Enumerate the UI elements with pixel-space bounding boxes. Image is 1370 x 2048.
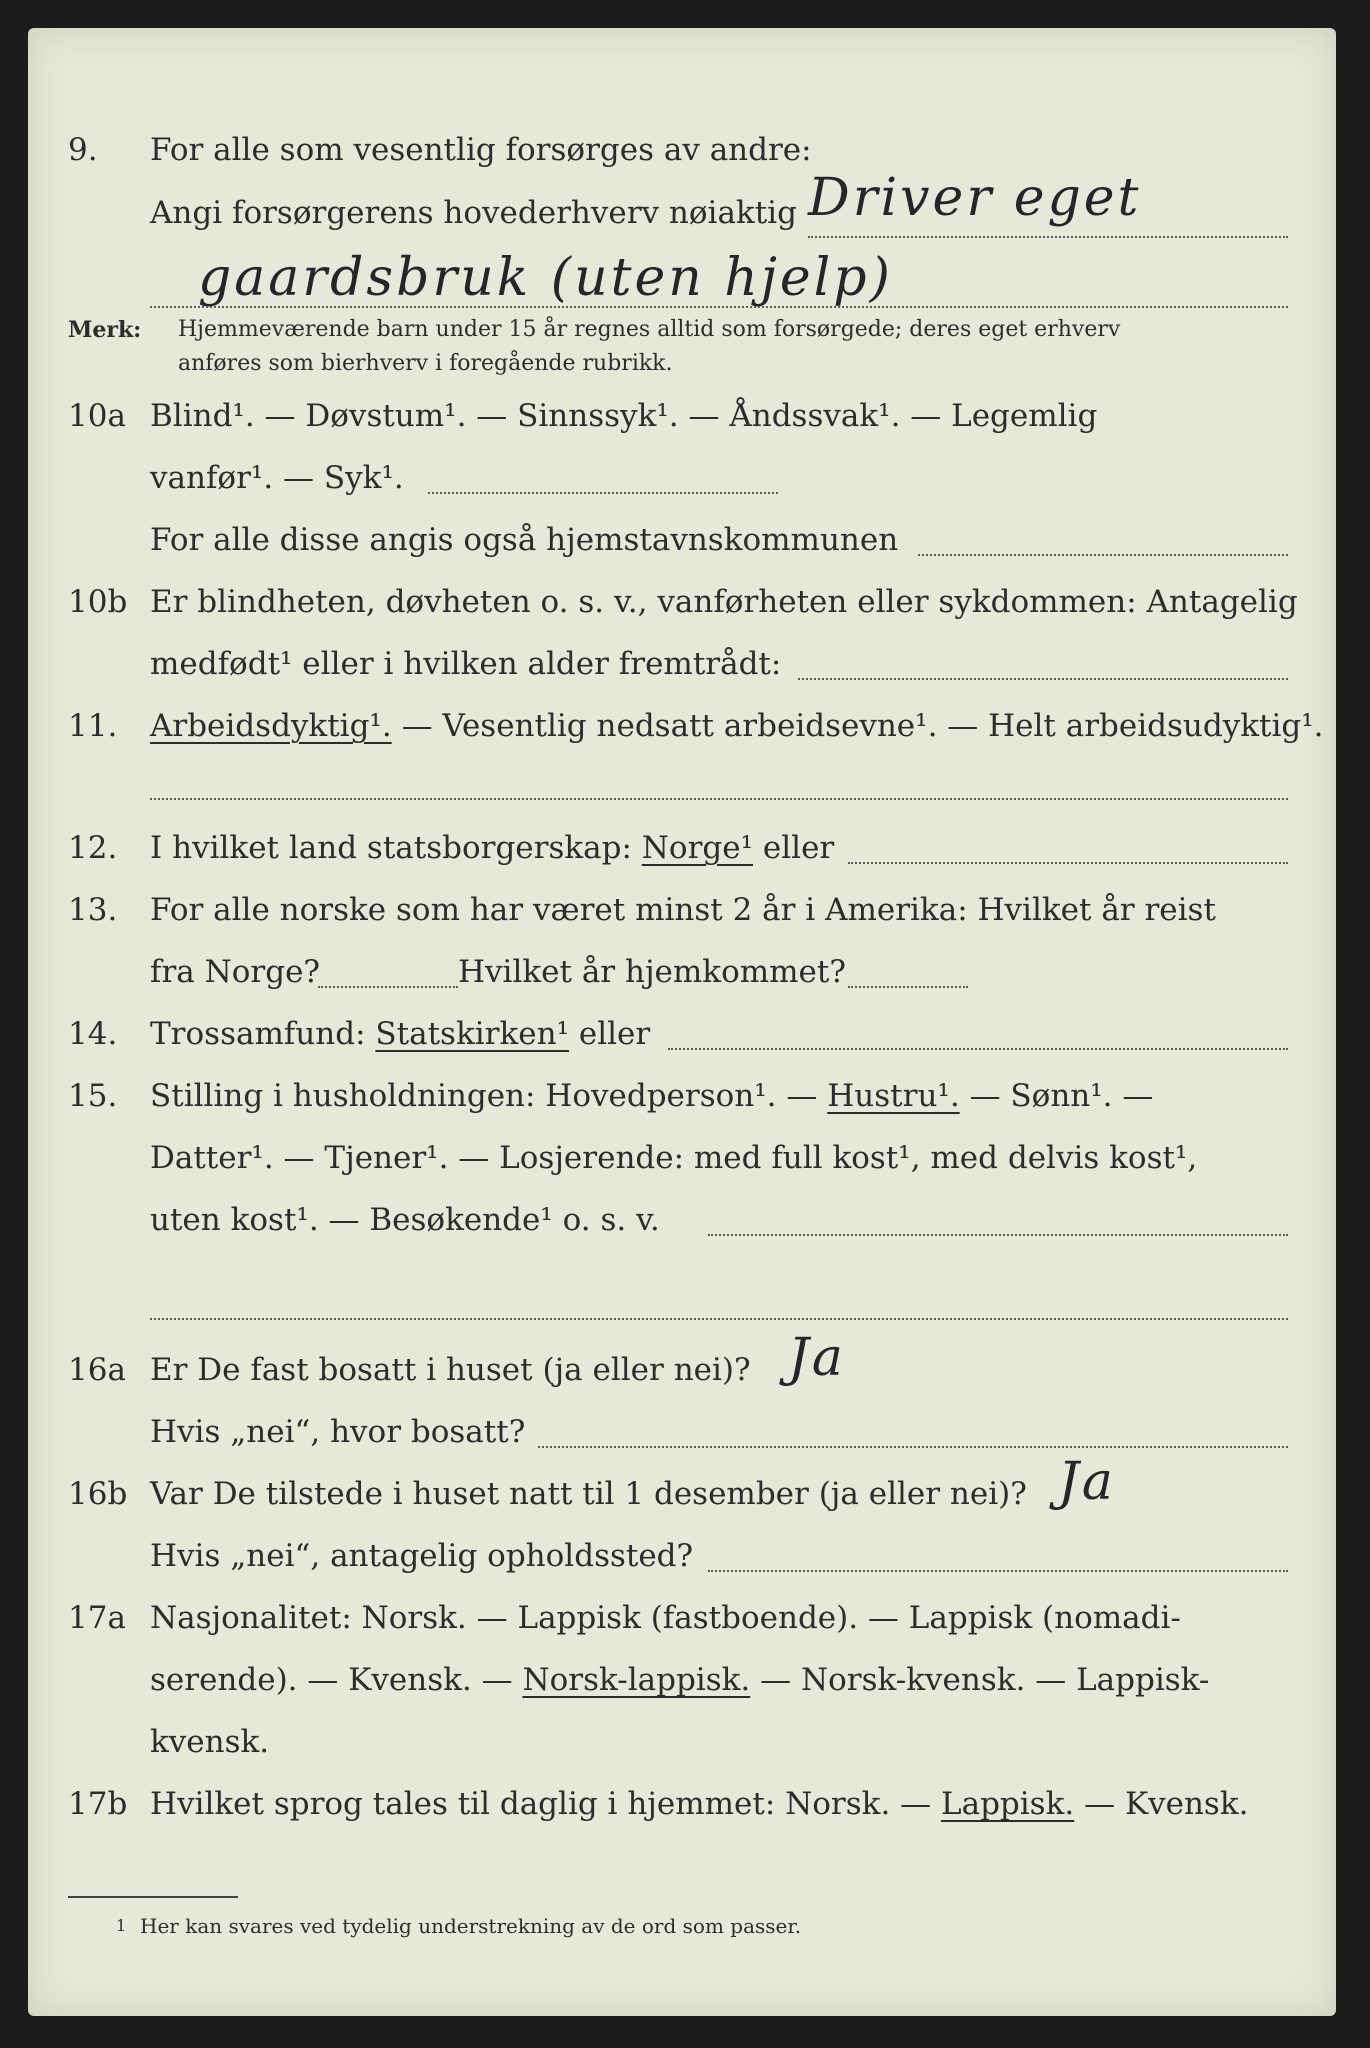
q15-line1-b: — Sønn¹. — [969,1078,1154,1114]
q10a-line2: vanfør¹. — Syk¹. [150,460,404,496]
merk-line1: Hjemmeværende barn under 15 år regnes alltid som forsørgede; deres eget erhverv [178,317,1121,342]
q13-answer-line-2 [848,986,968,988]
q9-number: 9. [68,132,98,168]
census-form-page [28,28,1336,2016]
q17a-number: 17a [68,1600,126,1636]
q16a-answer-line [538,1446,1288,1448]
q17a-line2-a: serende). — Kvensk. — [150,1662,513,1698]
merk-label: Merk: [68,317,142,343]
q14-text [150,1014,650,1054]
q14-selected-option: Statskirken¹ [375,1016,569,1052]
q16a-line1: Er De fast bosatt i huset (ja eller nei)? [150,1352,751,1388]
q11-answer-line [150,798,1288,800]
q16b-handwritten-answer: Ja [1058,1452,1116,1512]
q10b-number: 10b [68,584,128,620]
q12-text [150,828,834,868]
q15-selected-option: Hustru¹. [827,1078,960,1114]
q10a-line3: For alle disse angis også hjemstavnskommunen [150,522,899,558]
q15-line2: Datter¹. — Tjener¹. — Losjerende: med full kost¹, med delvis kost¹, [150,1140,1198,1176]
q11-rest: — Vesentlig nedsatt arbeidsevne¹. — Helt arbeidsudyktig¹. [401,708,1324,744]
q16a-handwritten-answer: Ja [788,1328,846,1388]
q12-answer-line [848,862,1288,864]
q10b-line2: medfødt¹ eller i hvilken alder fremtrådt: [150,646,782,682]
footnote-mark: 1 [116,1916,127,1935]
q9-answer-line-1 [808,236,1288,238]
q15-line1-a: Stilling i husholdningen: Hovedperson¹. — [150,1078,818,1114]
q14-number: 14. [68,1016,118,1052]
q9-handwritten-answer-2: gaardsbruk (uten hjelp) [198,248,893,308]
q12-post: eller [762,830,835,866]
q13-answer-line-1 [318,986,458,988]
q16a-line2: Hvis „nei“, hvor bosatt? [150,1414,526,1450]
footnote-text: Her kan svares ved tydelig understrekning av de ord som passer. [140,1914,802,1938]
q14-answer-line [668,1048,1288,1050]
q16b-number: 16b [68,1476,128,1512]
q17a-line2 [150,1660,1209,1700]
q9-answer-line-2 [150,306,1288,308]
footnote-separator [68,1896,238,1898]
q10a-answer-line-1 [428,492,778,494]
q13-line1: For alle norske som har været minst 2 år i Amerika: Hvilket år reist [150,892,1216,928]
q15-line3: uten kost¹. — Besøkende¹ o. s. v. [150,1202,660,1238]
q10a-answer-line-2 [918,554,1288,556]
q12-number: 12. [68,830,118,866]
q14-post: eller [578,1016,651,1052]
q17a-selected-option: Norsk-lappisk. [522,1662,751,1698]
q17b-number: 17b [68,1786,128,1822]
q17b-text [150,1784,1248,1824]
q9-line2: Angi forsørgerens hovederhverv nøiaktig [150,195,797,231]
q13-line2a: fra Norge? [150,954,321,990]
q13-line2b: Hvilket år hjemkommet? [458,954,846,990]
q15-answer-line-1 [708,1234,1288,1236]
q10b-line1: Er blindheten, døvheten o. s. v., vanførheten eller sykdommen: Antagelig [150,584,1298,620]
q17a-line1: Nasjonalitet: Norsk. — Lappisk (fastboende). — Lappisk (nomadi- [150,1600,1181,1636]
q10a-number: 10a [68,398,126,434]
q16a-number: 16a [68,1352,126,1388]
q10a-line1: Blind¹. — Døvstum¹. — Sinnssyk¹. — Åndssvak¹. — Legemlig [150,398,1098,434]
q9-line1: For alle som vesentlig forsørges av andre: [150,132,812,168]
q9-handwritten-answer-1: Driver eget [808,168,1142,228]
merk-line2: anføres som bierhverv i foregående rubrikk. [178,351,673,376]
q16b-line2: Hvis „nei“, antagelig opholdssted? [150,1538,694,1574]
q11-selected-option: Arbeidsdyktig¹. [150,708,392,744]
q17b-post: — Kvensk. [1084,1786,1249,1822]
q16b-answer-line [708,1570,1288,1572]
q17a-line2-b: — Norsk-kvensk. — Lappisk- [760,1662,1210,1698]
q17b-selected-option: Lappisk. [941,1786,1075,1822]
q12-pre: I hvilket land statsborgerskap: [150,830,632,866]
q15-number: 15. [68,1078,118,1114]
q17a-line3: kvensk. [150,1724,270,1760]
q15-answer-line-2 [150,1318,1288,1320]
q17b-pre: Hvilket sprog tales til daglig i hjemmet: Norsk. — [150,1786,932,1822]
q12-selected-option: Norge¹ [641,830,754,866]
q14-pre: Trossamfund: [150,1016,366,1052]
q10b-answer-line [798,678,1288,680]
q15-line1 [150,1076,1153,1116]
q13-number: 13. [68,892,118,928]
q11-text [150,706,1324,746]
q11-number: 11. [68,708,118,744]
q16b-line1: Var De tilstede i huset natt til 1 desember (ja eller nei)? [150,1476,1027,1512]
